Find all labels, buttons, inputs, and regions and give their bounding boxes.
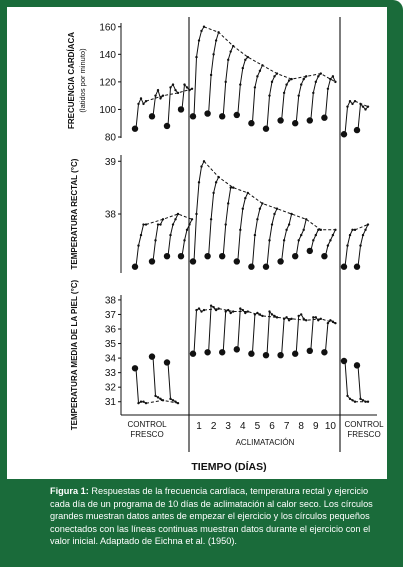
panel2-control-post-2-exercise-point bbox=[359, 244, 361, 246]
panel1-day-7-exercise-point bbox=[288, 79, 290, 81]
panel2-control-pre-4-exercise-point bbox=[183, 239, 185, 241]
x-tick-label-day-3: 3 bbox=[225, 421, 231, 432]
panel3-control-pre-1-start-point bbox=[132, 365, 138, 371]
panel1-control-pre-3-start-point bbox=[164, 123, 170, 129]
panel1-day-3-exercise-point bbox=[225, 81, 227, 83]
y-tick-label-2: 38 bbox=[104, 209, 116, 221]
panel2-control-pre-1-exercise-point bbox=[142, 223, 144, 225]
panel1-day-6-exercise-point bbox=[268, 94, 270, 96]
panel1-day-5-exercise-point bbox=[254, 86, 256, 88]
panel2-day-2-exercise-point bbox=[210, 218, 212, 220]
panel3-day-3-start-point bbox=[219, 349, 225, 355]
panel1-day-10-exercise-line bbox=[325, 76, 335, 117]
panel2-day-8-exercise-point bbox=[298, 239, 300, 241]
panel3-control-pre-3-start-point bbox=[164, 359, 170, 365]
panel2-day-5-exercise-point bbox=[256, 218, 258, 220]
panel1-day-7-start-point bbox=[277, 117, 283, 123]
panel1-day-1-start-point bbox=[190, 113, 196, 119]
panel2-control-post-2-exercise-point bbox=[367, 223, 369, 225]
panel1-day-1-exercise-point bbox=[200, 30, 202, 32]
panel1-day-8-exercise-point bbox=[300, 83, 302, 85]
panel1-control-post-1-start-point bbox=[341, 131, 347, 137]
panel2-day-1-exercise-line bbox=[194, 161, 204, 261]
panel3-day-4-exercise-point bbox=[242, 309, 244, 311]
panel2-day-7-exercise-point bbox=[290, 213, 292, 215]
panel2-day-4-exercise-line bbox=[238, 193, 248, 262]
panel2-control-pre-1-exercise-point bbox=[140, 234, 142, 236]
panel2-day-1-exercise-point bbox=[198, 181, 200, 183]
panel1-control-pre-4-exercise-point bbox=[186, 86, 188, 88]
panel1-day-5-exercise-point bbox=[256, 75, 258, 77]
panel1-day-6-start-point bbox=[263, 126, 269, 132]
panel1-control-post-2-exercise-point bbox=[364, 108, 366, 110]
panel2-day-4-exercise-point bbox=[242, 208, 244, 210]
panel1-day-8-exercise-point bbox=[298, 94, 300, 96]
panel3-day-5-start-point bbox=[248, 351, 254, 357]
panel1-day-4-exercise-line bbox=[238, 57, 248, 115]
panel1-day-2-start-point bbox=[204, 110, 210, 116]
panel3-day-10-exercise-line bbox=[325, 320, 335, 352]
panel3-day-1-exercise-point bbox=[200, 310, 202, 312]
y-tick-label-3: 35 bbox=[104, 339, 116, 351]
panel1-trend-line bbox=[146, 89, 192, 101]
panel3-day-4-exercise-point bbox=[244, 312, 246, 314]
panel2-day-6-exercise-point bbox=[268, 239, 270, 241]
panel1-trend-line bbox=[204, 27, 335, 82]
panel3-control-pre-1-exercise-point bbox=[137, 402, 139, 404]
panel2-control-post-2-exercise-point bbox=[362, 234, 364, 236]
panel3-day-6-exercise-point bbox=[268, 310, 270, 312]
panel3-control-post-2-exercise-point bbox=[359, 398, 361, 400]
y-axis-label-1: FRECUENCIA CARDÍACA bbox=[67, 31, 76, 130]
panel3-day-1-exercise-point bbox=[198, 307, 200, 309]
figure-caption bbox=[50, 485, 385, 548]
panel3-day-5-exercise-point bbox=[256, 312, 258, 314]
panel3-control-pre-3-exercise-line bbox=[168, 363, 178, 404]
panel1-day-5-exercise-point bbox=[259, 70, 261, 72]
x-label-control-post: CONTROL bbox=[344, 420, 384, 429]
panel1-day-2-exercise-point bbox=[210, 74, 212, 76]
panel3-day-3-exercise-point bbox=[225, 310, 227, 312]
y-tick-label-1: 100 bbox=[99, 104, 116, 116]
panel3-day-9-start-point bbox=[307, 348, 313, 354]
panel3-day-9-exercise-point bbox=[315, 316, 317, 318]
panel3-day-4-exercise-point bbox=[239, 307, 241, 309]
panel1-control-pre-1-start-point bbox=[132, 126, 138, 132]
panel3-day-1-exercise-line bbox=[194, 309, 204, 354]
panel2-control-pre-4-start-point bbox=[178, 253, 184, 259]
panel3-control-pre-1-exercise-line bbox=[136, 368, 146, 403]
panel3-control-pre-3-exercise-point bbox=[169, 398, 171, 400]
panel3-day-1-start-point bbox=[190, 351, 196, 357]
panel3-day-7-exercise-line bbox=[282, 317, 292, 355]
x-tick-label-day-7: 7 bbox=[283, 421, 290, 432]
x-tick-label-day-4: 4 bbox=[240, 421, 246, 432]
panel1-day-10-start-point bbox=[321, 115, 327, 121]
panel1-day-8-start-point bbox=[292, 120, 298, 126]
panel2-day-2-exercise-line bbox=[209, 177, 219, 256]
panel3-day-7-exercise-point bbox=[288, 319, 290, 321]
y-tick-label-3: 37 bbox=[104, 309, 116, 321]
panel3-control-pre-2-exercise-point bbox=[159, 398, 161, 400]
panel3-day-10-start-point bbox=[321, 349, 327, 355]
panel3-day-8-start-point bbox=[292, 351, 298, 357]
panel3-day-4-exercise-line bbox=[238, 309, 248, 350]
y-tick-label-3: 33 bbox=[104, 368, 116, 380]
panel3-day-3-exercise-line bbox=[223, 310, 233, 352]
x-tick-label-day-2: 2 bbox=[210, 421, 217, 432]
panel1-control-pre-2-start-point bbox=[149, 113, 155, 119]
panel1-day-9-exercise-line bbox=[311, 74, 321, 121]
panel3-control-post-2-exercise-point bbox=[362, 399, 364, 401]
panel2-control-post-2-exercise-point bbox=[364, 229, 366, 231]
panel2-day-2-start-point bbox=[204, 253, 210, 259]
panel3-day-2-exercise-point bbox=[210, 305, 212, 307]
panel3-control-pre-1-exercise-point bbox=[142, 401, 144, 403]
panel1-day-3-exercise-point bbox=[227, 59, 229, 61]
panel2-day-1-exercise-point bbox=[200, 165, 202, 167]
panel3-control-pre-2-exercise-point bbox=[157, 396, 159, 398]
panel2-day-4-exercise-point bbox=[239, 229, 241, 231]
panel3-control-pre-1-exercise-point bbox=[140, 401, 142, 403]
panel2-day-5-exercise-point bbox=[254, 234, 256, 236]
panel3-control-post-1-exercise-point bbox=[349, 398, 351, 400]
panel2-day-1-start-point bbox=[190, 258, 196, 264]
panel3-day-6-start-point bbox=[263, 352, 269, 358]
panel2-control-post-1-exercise-point bbox=[351, 229, 353, 231]
panel2-control-pre-3-start-point bbox=[164, 253, 170, 259]
panel3-day-10-exercise-point bbox=[327, 322, 329, 324]
panel2-day-3-exercise-point bbox=[225, 223, 227, 225]
panel2-day-6-exercise-point bbox=[271, 223, 273, 225]
panel2-control-post-2-start-point bbox=[354, 264, 360, 270]
panel3-day-7-start-point bbox=[277, 352, 283, 358]
panel3-day-6-exercise-point bbox=[271, 313, 273, 315]
panel1-day-2-exercise-line bbox=[209, 32, 219, 113]
panel2-control-post-1-exercise-point bbox=[346, 244, 348, 246]
panel1-control-pre-1-exercise-line bbox=[136, 98, 146, 128]
panel1-control-post-2-exercise-point bbox=[367, 105, 369, 107]
panel1-control-pre-2-exercise-point bbox=[157, 89, 159, 91]
panel3-control-post-2-exercise-line bbox=[358, 365, 368, 401]
panel3-day-5-exercise-line bbox=[252, 313, 262, 354]
panel2-day-6-exercise-line bbox=[267, 209, 277, 267]
panel2-control-pre-2-exercise-point bbox=[159, 223, 161, 225]
panel1-day-3-exercise-point bbox=[230, 50, 232, 52]
panel2-day-2-exercise-point bbox=[212, 192, 214, 194]
panel3-control-post-1-exercise-point bbox=[351, 399, 353, 401]
x-tick-label-day-10: 10 bbox=[324, 421, 336, 432]
panel1-day-1-exercise-point bbox=[195, 56, 197, 58]
panel2-day-5-start-point bbox=[248, 264, 254, 270]
panel3-day-9-exercise-point bbox=[312, 316, 314, 318]
panel2-day-10-start-point bbox=[321, 253, 327, 259]
panel1-day-4-exercise-point bbox=[244, 59, 246, 61]
x-tick-label-day-8: 8 bbox=[298, 421, 304, 432]
panel1-control-pre-1-exercise-point bbox=[140, 97, 142, 99]
panel2-day-8-start-point bbox=[292, 253, 298, 259]
panel2-trend-line bbox=[204, 161, 335, 230]
panel1-day-7-exercise-point bbox=[283, 92, 285, 94]
panel1-day-4-start-point bbox=[234, 112, 240, 118]
panel3-control-pre-2-start-point bbox=[149, 353, 155, 359]
panel2-control-pre-3-exercise-point bbox=[169, 234, 171, 236]
panel2-control-post-1-start-point bbox=[341, 264, 347, 270]
panel1-day-10-exercise-point bbox=[332, 75, 334, 77]
panel3-day-1-exercise-point bbox=[195, 309, 197, 311]
y-tick-label-1: 120 bbox=[99, 77, 116, 89]
panel2-day-7-exercise-line bbox=[282, 214, 292, 262]
panel2-control-pre-4-exercise-point bbox=[186, 229, 188, 231]
panel1-control-pre-3-exercise-point bbox=[174, 89, 176, 91]
panel1-day-9-exercise-point bbox=[317, 75, 319, 77]
panel2-day-7-exercise-point bbox=[285, 229, 287, 231]
panel1-day-3-exercise-line bbox=[223, 46, 233, 116]
chart-panel bbox=[7, 7, 387, 479]
panel2-control-pre-4-exercise-point bbox=[188, 223, 190, 225]
panel2-day-7-start-point bbox=[277, 258, 283, 264]
panel2-day-10-exercise-point bbox=[327, 244, 329, 246]
x-label-control-pre: CONTROL bbox=[127, 420, 167, 429]
panel2-day-4-exercise-point bbox=[244, 197, 246, 199]
panel3-control-post-1-exercise-point bbox=[346, 395, 348, 397]
panel2-day-9-start-point bbox=[307, 248, 313, 254]
panel2-control-pre-2-exercise-point bbox=[157, 223, 159, 225]
y-tick-label-3: 34 bbox=[104, 353, 116, 365]
panel3-day-2-exercise-point bbox=[212, 306, 214, 308]
panel2-day-10-exercise-point bbox=[329, 239, 331, 241]
panel3-control-post-1-start-point bbox=[341, 358, 347, 364]
panel1-control-post-1-exercise-point bbox=[349, 100, 351, 102]
panel1-control-post-2-exercise-point bbox=[362, 105, 364, 107]
panel1-day-10-exercise-point bbox=[334, 81, 336, 83]
panel1-control-pre-3-exercise-point bbox=[169, 86, 171, 88]
panel2-day-4-start-point bbox=[234, 258, 240, 264]
panel1-day-2-exercise-point bbox=[212, 53, 214, 55]
panel1-day-9-exercise-point bbox=[315, 81, 317, 83]
panel1-day-1-exercise-point bbox=[198, 39, 200, 41]
panel1-day-9-exercise-point bbox=[312, 92, 314, 94]
panel2-day-5-exercise-point bbox=[259, 208, 261, 210]
panel3-day-4-start-point bbox=[234, 346, 240, 352]
x-tick-label-day-5: 5 bbox=[254, 421, 261, 432]
panel3-day-8-exercise-point bbox=[300, 313, 302, 315]
panel1-control-post-1-exercise-point bbox=[351, 103, 353, 105]
y-tick-label-3: 38 bbox=[104, 295, 116, 307]
panel2-day-6-exercise-point bbox=[273, 213, 275, 215]
panel2-day-6-start-point bbox=[263, 264, 269, 270]
panel2-day-3-exercise-line bbox=[223, 188, 233, 257]
panel3-day-2-start-point bbox=[204, 349, 210, 355]
x-tick-label-day-9: 9 bbox=[313, 421, 319, 432]
y-tick-label-3: 36 bbox=[104, 324, 116, 336]
panel2-day-2-exercise-point bbox=[215, 181, 217, 183]
panel2-day-7-exercise-point bbox=[288, 223, 290, 225]
panel1-day-8-exercise-line bbox=[296, 76, 306, 123]
panel1-control-post-2-start-point bbox=[354, 127, 360, 133]
panel3-day-8-exercise-point bbox=[298, 315, 300, 317]
panel1-control-pre-2-exercise-point bbox=[159, 97, 161, 99]
x-tick-label-day-1: 1 bbox=[196, 421, 202, 432]
panel2-control-pre-2-exercise-point bbox=[154, 239, 156, 241]
panel1-control-pre-3-exercise-point bbox=[172, 83, 174, 85]
x-axis-title: TIEMPO (DÍAS) bbox=[191, 461, 267, 473]
y-tick-label-1: 80 bbox=[104, 132, 116, 144]
panel3-day-6-exercise-line bbox=[267, 312, 277, 356]
panel2-control-pre-1-start-point bbox=[132, 264, 138, 270]
panel2-control-post-1-exercise-point bbox=[349, 234, 351, 236]
panel3-day-6-exercise-point bbox=[276, 316, 278, 318]
panel1-day-4-exercise-point bbox=[242, 67, 244, 69]
panel2-day-3-start-point bbox=[219, 253, 225, 259]
y-axis-label-2: TEMPERATURA RECTAL (°C) bbox=[70, 158, 79, 270]
panel3-day-3-exercise-point bbox=[230, 312, 232, 314]
figure-chart bbox=[7, 7, 387, 479]
y-tick-label-1: 160 bbox=[99, 22, 116, 34]
panel1-control-pre-3-exercise-line bbox=[168, 85, 178, 126]
panel2-day-10-exercise-point bbox=[332, 234, 334, 236]
panel2-control-pre-1-exercise-point bbox=[137, 244, 139, 246]
panel1-control-pre-1-exercise-point bbox=[137, 103, 139, 105]
panel2-day-3-exercise-point bbox=[227, 202, 229, 204]
y-tick-label-3: 32 bbox=[104, 382, 116, 394]
panel1-control-pre-4-exercise-point bbox=[183, 83, 185, 85]
panel2-control-pre-2-start-point bbox=[149, 258, 155, 264]
panel1-control-pre-2-exercise-line bbox=[153, 90, 163, 116]
panel1-day-3-start-point bbox=[219, 113, 225, 119]
panel1-control-pre-1-exercise-point bbox=[142, 103, 144, 105]
panel3-day-4-exercise-point bbox=[247, 310, 249, 312]
panel1-day-6-exercise-point bbox=[271, 81, 273, 83]
y-tick-label-3: 31 bbox=[104, 397, 116, 409]
caption-text: Respuestas de la frecuencia cardíaca, temperatura rectal y ejercicio cada día de un programa de 10 días de aclimatación al calor seco. Los círculos grandes muestran datos antes de empezar el ejercicio y los círculos pequeños conectados con las líneas continuas muestran datos durante el ejercicio con el valor inicial. Adaptado de Eichna et al. (1950). bbox=[50, 486, 373, 547]
panel1-control-pre-2-exercise-point bbox=[154, 94, 156, 96]
panel2-day-8-exercise-point bbox=[303, 229, 305, 231]
panel1-trend-line bbox=[355, 101, 368, 107]
panel2-control-pre-3-exercise-point bbox=[174, 218, 176, 220]
panel1-day-5-exercise-line bbox=[252, 65, 262, 123]
y-axis-label-3: TEMPERATURA MEDIA DE LA PIEL (°C) bbox=[70, 279, 79, 431]
panel1-day-4-exercise-point bbox=[239, 83, 241, 85]
panel1-day-6-exercise-point bbox=[273, 75, 275, 77]
x-label-control-post-2: FRESCO bbox=[347, 430, 381, 439]
caption-label: Figura 1: bbox=[50, 486, 89, 496]
panel1-control-post-1-exercise-point bbox=[346, 105, 348, 107]
panel2-day-7-exercise-point bbox=[283, 239, 285, 241]
panel1-day-9-start-point bbox=[307, 117, 313, 123]
y-tick-label-2: 39 bbox=[104, 156, 116, 168]
panel1-control-pre-4-start-point bbox=[178, 106, 184, 112]
panel2-day-9-exercise-point bbox=[312, 239, 314, 241]
panel3-control-pre-2-exercise-point bbox=[154, 395, 156, 397]
panel2-day-10-exercise-line bbox=[325, 230, 335, 256]
panel3-control-pre-2-exercise-line bbox=[153, 357, 163, 401]
x-tick-label-day-6: 6 bbox=[269, 421, 275, 432]
panel1-day-5-start-point bbox=[248, 120, 254, 126]
panel3-day-9-exercise-line bbox=[311, 317, 321, 350]
panel2-day-9-exercise-point bbox=[315, 234, 317, 236]
y-axis-sublabel-1: (latidos por minuto) bbox=[78, 48, 87, 113]
panel3-control-pre-3-exercise-point bbox=[172, 399, 174, 401]
panel3-control-post-2-start-point bbox=[354, 362, 360, 368]
panel2-day-8-exercise-point bbox=[300, 234, 302, 236]
panel1-day-2-exercise-point bbox=[215, 39, 217, 41]
panel2-trend-line bbox=[146, 214, 192, 225]
panel2-control-pre-3-exercise-point bbox=[172, 223, 174, 225]
panel1-day-8-exercise-point bbox=[303, 78, 305, 80]
panel1-day-10-exercise-point bbox=[327, 88, 329, 90]
x-label-acclimation: ACLIMATACIÓN bbox=[235, 438, 295, 447]
panel1-day-7-exercise-point bbox=[285, 83, 287, 85]
panel2-day-8-exercise-line bbox=[296, 219, 306, 256]
panel3-day-2-exercise-line bbox=[209, 306, 219, 353]
x-label-control-pre-2: FRESCO bbox=[130, 430, 164, 439]
y-tick-label-1: 140 bbox=[99, 49, 116, 61]
panel2-day-1-exercise-point bbox=[195, 213, 197, 215]
